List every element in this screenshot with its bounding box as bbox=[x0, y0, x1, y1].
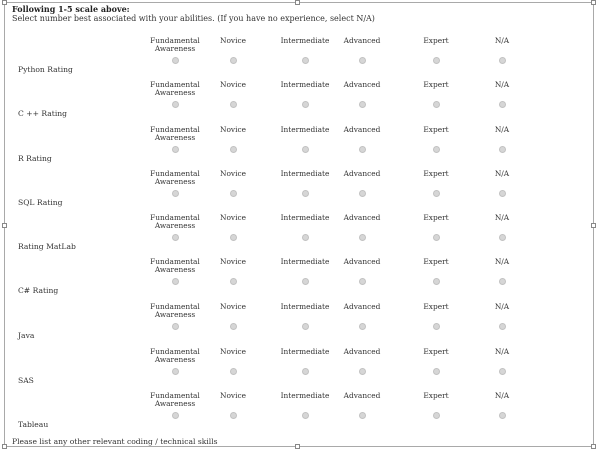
rating-radio[interactable] bbox=[433, 190, 440, 197]
column-label: Expert bbox=[423, 302, 449, 311]
rating-radio[interactable] bbox=[499, 190, 506, 197]
rating-radio[interactable] bbox=[433, 101, 440, 108]
rating-radio[interactable] bbox=[230, 190, 237, 197]
rating-radio[interactable] bbox=[499, 368, 506, 375]
rating-block bbox=[0, 303, 600, 347]
column-label: Fundamental Awareness bbox=[150, 125, 200, 142]
column-label: Intermediate bbox=[280, 302, 330, 311]
column-label: Advanced bbox=[343, 36, 381, 45]
column-label: Fundamental Awareness bbox=[150, 391, 200, 408]
rating-block bbox=[0, 214, 600, 258]
column-label: Intermediate bbox=[280, 169, 330, 178]
rating-radio[interactable] bbox=[359, 323, 366, 330]
rating-radio[interactable] bbox=[172, 146, 179, 153]
rating-radio[interactable] bbox=[302, 57, 309, 64]
resize-handle-bottom[interactable] bbox=[295, 444, 300, 449]
rating-radio[interactable] bbox=[172, 278, 179, 285]
resize-handle-bottom-right[interactable] bbox=[591, 444, 596, 449]
row-label: Java bbox=[18, 331, 35, 340]
rating-radio[interactable] bbox=[172, 101, 179, 108]
rating-radio[interactable] bbox=[172, 57, 179, 64]
rating-radio[interactable] bbox=[359, 57, 366, 64]
column-label: Novice bbox=[220, 80, 246, 89]
column-label: Intermediate bbox=[280, 213, 330, 222]
column-label: Novice bbox=[220, 257, 246, 266]
column-label: N/A bbox=[494, 213, 510, 222]
column-label: Advanced bbox=[343, 213, 381, 222]
column-label: Intermediate bbox=[280, 80, 330, 89]
row-label: SAS bbox=[18, 376, 34, 385]
column-label: N/A bbox=[494, 391, 510, 400]
column-label: Expert bbox=[423, 347, 449, 356]
rating-radio[interactable] bbox=[499, 234, 506, 241]
rating-radio[interactable] bbox=[433, 412, 440, 419]
rating-radio[interactable] bbox=[359, 368, 366, 375]
rating-radio[interactable] bbox=[499, 57, 506, 64]
column-label: Advanced bbox=[343, 347, 381, 356]
question-header bbox=[12, 4, 582, 24]
column-label: Advanced bbox=[343, 302, 381, 311]
column-label: N/A bbox=[494, 125, 510, 134]
column-label: Fundamental Awareness bbox=[150, 302, 200, 319]
rating-radio[interactable] bbox=[230, 323, 237, 330]
rating-radio[interactable] bbox=[499, 412, 506, 419]
column-label: Novice bbox=[220, 302, 246, 311]
column-label: Advanced bbox=[343, 257, 381, 266]
rating-radio[interactable] bbox=[433, 146, 440, 153]
rating-radio[interactable] bbox=[499, 146, 506, 153]
rating-block bbox=[0, 170, 600, 214]
rating-radio[interactable] bbox=[359, 146, 366, 153]
column-label: Expert bbox=[423, 169, 449, 178]
column-label: Novice bbox=[220, 125, 246, 134]
column-label: Intermediate bbox=[280, 125, 330, 134]
rating-radio[interactable] bbox=[499, 101, 506, 108]
column-label: Intermediate bbox=[280, 257, 330, 266]
rating-radio[interactable] bbox=[359, 101, 366, 108]
column-label: Intermediate bbox=[280, 347, 330, 356]
column-label: Advanced bbox=[343, 391, 381, 400]
rating-radio[interactable] bbox=[302, 101, 309, 108]
row-label: C ++ Rating bbox=[18, 109, 68, 118]
column-label: Fundamental Awareness bbox=[150, 80, 200, 97]
resize-handle-bottom-left[interactable] bbox=[2, 444, 7, 449]
row-label: C# Rating bbox=[18, 286, 59, 295]
rating-radio[interactable] bbox=[359, 412, 366, 419]
column-label: Expert bbox=[423, 213, 449, 222]
rating-block bbox=[0, 81, 600, 125]
row-label: Rating MatLab bbox=[18, 242, 76, 251]
column-label: Expert bbox=[423, 36, 449, 45]
rating-block bbox=[0, 258, 600, 302]
column-label: N/A bbox=[494, 302, 510, 311]
rating-radio[interactable] bbox=[433, 57, 440, 64]
rating-radio[interactable] bbox=[359, 234, 366, 241]
column-label: N/A bbox=[494, 36, 510, 45]
rating-radio[interactable] bbox=[359, 278, 366, 285]
rating-block bbox=[0, 37, 600, 81]
rating-radio[interactable] bbox=[172, 368, 179, 375]
column-label: Novice bbox=[220, 36, 246, 45]
column-label: Novice bbox=[220, 169, 246, 178]
other-skills-prompt: Please list any other relevant coding / technical skills bbox=[12, 437, 218, 446]
column-label: Fundamental Awareness bbox=[150, 169, 200, 186]
row-label: R Rating bbox=[18, 154, 52, 163]
column-label: Novice bbox=[220, 391, 246, 400]
rating-radio[interactable] bbox=[302, 368, 309, 375]
row-label: Python Rating bbox=[18, 65, 73, 74]
column-label: Expert bbox=[423, 80, 449, 89]
rating-radio[interactable] bbox=[433, 323, 440, 330]
column-label: Advanced bbox=[343, 169, 381, 178]
rating-radio[interactable] bbox=[230, 368, 237, 375]
rating-radio[interactable] bbox=[433, 278, 440, 285]
rating-radio[interactable] bbox=[302, 190, 309, 197]
row-label: Tableau bbox=[18, 420, 49, 429]
rating-radio[interactable] bbox=[302, 412, 309, 419]
rating-radio[interactable] bbox=[433, 368, 440, 375]
rating-radio[interactable] bbox=[302, 278, 309, 285]
rating-radio[interactable] bbox=[230, 234, 237, 241]
rating-radio[interactable] bbox=[172, 323, 179, 330]
row-label: SQL Rating bbox=[18, 198, 63, 207]
rating-block bbox=[0, 348, 600, 392]
column-label: Expert bbox=[423, 257, 449, 266]
rating-radio[interactable] bbox=[433, 234, 440, 241]
column-label: Expert bbox=[423, 391, 449, 400]
column-label: Advanced bbox=[343, 125, 381, 134]
column-label: Fundamental Awareness bbox=[150, 257, 200, 274]
question-instructions: Select number best associated with your abilities. (If you have no experience, select N/A) bbox=[12, 14, 375, 23]
rating-radio[interactable] bbox=[499, 278, 506, 285]
column-label: Fundamental Awareness bbox=[150, 347, 200, 364]
rating-radio[interactable] bbox=[302, 323, 309, 330]
column-label: Novice bbox=[220, 347, 246, 356]
rating-radio[interactable] bbox=[302, 146, 309, 153]
rating-radio[interactable] bbox=[230, 278, 237, 285]
column-label: N/A bbox=[494, 80, 510, 89]
rating-block bbox=[0, 392, 600, 436]
rating-radio[interactable] bbox=[230, 57, 237, 64]
column-label: N/A bbox=[494, 257, 510, 266]
column-label: Intermediate bbox=[280, 391, 330, 400]
column-label: Advanced bbox=[343, 80, 381, 89]
resize-handle-top-left[interactable] bbox=[2, 0, 7, 5]
question-title: Following 1-5 scale above: bbox=[12, 4, 130, 14]
rating-radio[interactable] bbox=[230, 146, 237, 153]
rating-radio[interactable] bbox=[172, 234, 179, 241]
column-label: Expert bbox=[423, 125, 449, 134]
rating-block bbox=[0, 126, 600, 170]
column-label: Intermediate bbox=[280, 36, 330, 45]
resize-handle-top-right[interactable] bbox=[591, 0, 596, 5]
rating-radio[interactable] bbox=[359, 190, 366, 197]
column-label: N/A bbox=[494, 169, 510, 178]
rating-radio[interactable] bbox=[172, 190, 179, 197]
rating-radio[interactable] bbox=[230, 412, 237, 419]
column-label: Novice bbox=[220, 213, 246, 222]
rating-radio[interactable] bbox=[172, 412, 179, 419]
rating-radio[interactable] bbox=[230, 101, 237, 108]
column-label: Fundamental Awareness bbox=[150, 36, 200, 53]
column-label: N/A bbox=[494, 347, 510, 356]
rating-radio[interactable] bbox=[302, 234, 309, 241]
column-label: Fundamental Awareness bbox=[150, 213, 200, 230]
rating-radio[interactable] bbox=[499, 323, 506, 330]
